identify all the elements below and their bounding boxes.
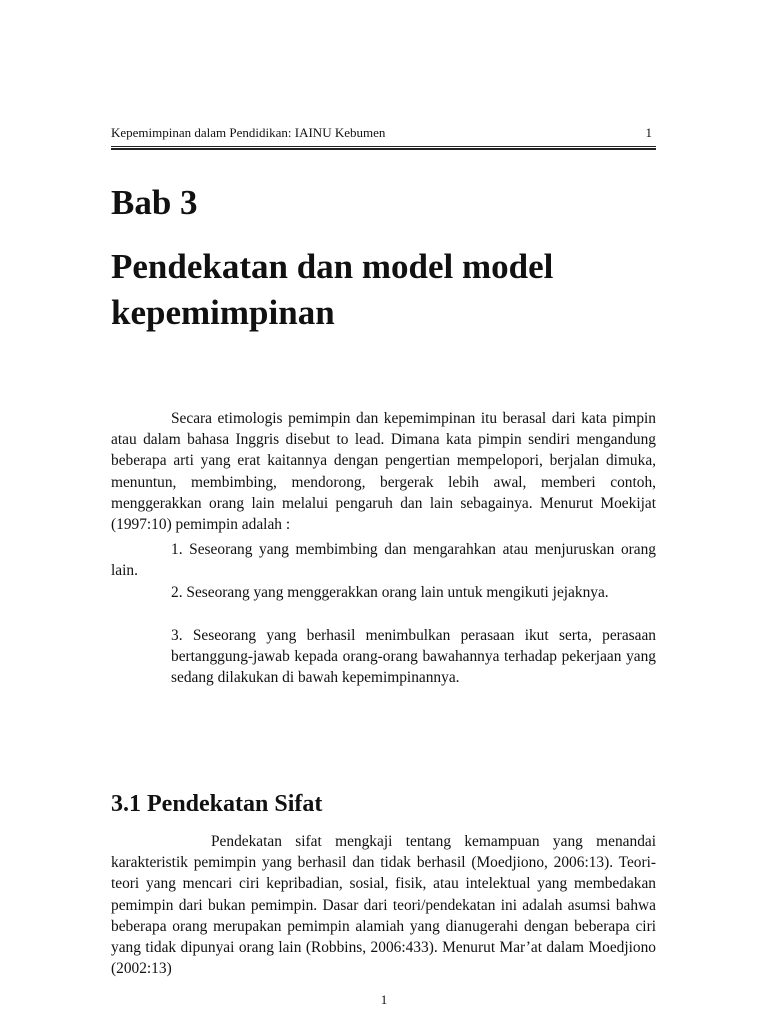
- list-item: 3. Seseorang yang berhasil menimbulkan perasaan ikut serta, perasaan bertanggung-jawab kepada orang-orang bawahannya terhadap pekerjaan yang sedang dilakukan di bawah kepemimpinannya.: [171, 627, 656, 687]
- running-header: [111, 124, 656, 147]
- section-paragraph: Pendekatan sifat mengkaji tentang kemampuan yang menandai karakteristik pemimpin yang berhasil dan tidak berhasil (Moedjiono, 2006:13). Teori-teori yang mencari ciri kepribadian, sosial, fisik, atau intelektual yang membedakan pemimpin dari bukan pemimpin. Dasar dari teori/pendekatan ini adalah asumsi bahwa beberapa orang merupakan pemimpin alamiah yang dianugerahi dengan beberapa ciri yang tidak dipunyai orang lain (Robbins, 2006:433). Menurut Mar’at dalam Moedjiono (2002:13): [111, 833, 656, 978]
- running-header-page-number: 1: [645, 125, 652, 140]
- list-item: 1. Seseorang yang membimbing dan mengarahkan atau menjuruskan orang lain.: [111, 541, 656, 580]
- running-header-title: Kepemimpinan dalam Pendidikan: IAINU Kebumen: [111, 125, 386, 140]
- list-item: 2. Seseorang yang menggerakkan orang lain untuk mengikuti jejaknya.: [171, 584, 609, 601]
- footer-page-number: 1: [380, 992, 388, 1007]
- intro-paragraph: Secara etimologis pemimpin dan kepemimpinan itu berasal dari kata pimpin atau dalam bahasa Inggris disebut to lead. Dimana kata pimpin sendiri mengandung beberapa arti yang erat kaitannya dengan pengertian mempelopori, berjalan dimuka, menuntun, membimbing, mendorong, bergerak lebih awal, memberi contoh, menggerakkan orang lain melalui pengaruh dan lain sebagainya. Menurut Moekijat (1997:10) pemimpin adalah :: [111, 410, 656, 534]
- chapter-label: Bab 3: [111, 183, 198, 222]
- section-heading: 3.1 Pendekatan Sifat: [111, 791, 323, 817]
- chapter-title: Pendekatan dan model model kepemimpinan: [111, 247, 554, 332]
